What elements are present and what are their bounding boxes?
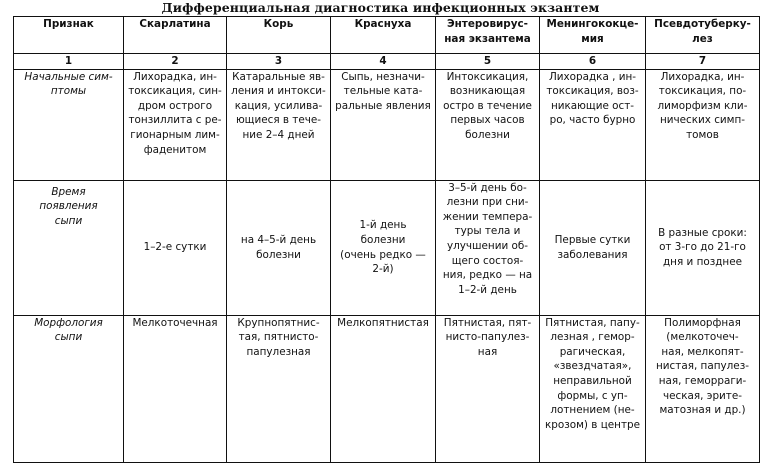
column-number-row	[14, 54, 760, 70]
cell-morphology-rubella: Мелкопятнистая	[331, 315, 436, 462]
header-cell-measles: Корь	[227, 17, 331, 54]
cell-morphology-enteroviral: Пятнистая, пят- нисто-папулез- ная	[436, 315, 540, 462]
header-cell-pseudotuberculosis: Псевдотуберку- лез	[646, 17, 760, 54]
cell-initial-enteroviral: Интоксикация, возникающая остро в течение первых часов болезни	[436, 69, 540, 180]
column-number: 1	[14, 54, 124, 70]
header-cell-meningococcemia: Менингококце- мия	[540, 17, 646, 54]
header-row	[14, 17, 760, 54]
column-number: 2	[124, 54, 227, 70]
cell-onset-enteroviral: 3–5-й день бо- лезни при сни- жении темпера- туры тела и улучшении об- щего состоя- ния, редко — на 1–2-й день	[436, 180, 540, 315]
column-number: 3	[227, 54, 331, 70]
cell-initial-scarlet-fever: Лихорадка, ин- токсикация, син- дром острого тонзиллита с ре- гионарным лим- фаденитом	[124, 69, 227, 180]
table-row-rash-morphology	[14, 315, 760, 462]
cell-onset-scarlet-fever: 1–2-е сутки	[124, 180, 227, 315]
row-label-rash-morphology: Морфология сыпи	[14, 315, 124, 462]
column-number: 7	[646, 54, 760, 70]
cell-morphology-measles: Крупнопятнис- тая, пятнисто- папулезная	[227, 315, 331, 462]
header-cell-rubella: Краснуха	[331, 17, 436, 54]
cell-onset-measles: на 4–5-й день болезни	[227, 180, 331, 315]
row-label-rash-onset: Время появления сыпи	[14, 180, 124, 315]
table-row-initial-symptoms	[14, 69, 760, 180]
header-cell-enteroviral: Энтеровирус- ная экзантема	[436, 17, 540, 54]
cell-morphology-meningococcemia: Пятнистая, папу- лезная , гемор- рагическая, «звездчатая», неправильной формы, с уп- лотнением (не- крозом) в центре	[540, 315, 646, 462]
cell-initial-meningococcemia: Лихорадка , ин- токсикация, воз- никающие ост- ро, часто бурно	[540, 69, 646, 180]
row-label-initial-symptoms: Начальные сим- птомы	[14, 69, 124, 180]
cell-onset-meningococcemia: Первые сутки заболевания	[540, 180, 646, 315]
cell-initial-pseudotuberculosis: Лихорадка, ин- токсикация, по- лиморфизм кли- нических симп- томов	[646, 69, 760, 180]
header-cell-sign: Признак	[14, 17, 124, 54]
cell-initial-rubella: Сыпь, незначи- тельные ката- ральные явления	[331, 69, 436, 180]
cell-onset-pseudotuberculosis: В разные сроки: от 3-го до 21-го дня и позднее	[646, 180, 760, 315]
column-number: 5	[436, 54, 540, 70]
column-number: 6	[540, 54, 646, 70]
table-row-rash-onset	[14, 180, 760, 315]
header-cell-scarlet-fever: Скарлатина	[124, 17, 227, 54]
cell-morphology-scarlet-fever: Мелкоточечная	[124, 315, 227, 462]
cell-onset-rubella: 1-й день болезни (очень редко — 2-й)	[331, 180, 436, 315]
document-title: Дифференциальная диагностика инфекционных экзантем	[161, 0, 600, 15]
cell-initial-measles: Катаральные яв- ления и интокси- кация, усилива- ющиеся в тече- ние 2–4 дней	[227, 69, 331, 180]
cell-morphology-pseudotuberculosis: Полиморфная (мелкоточеч- ная, мелкопят- нистая, папулез- ная, геморраги- ческая, эрите- матозная и др.)	[646, 315, 760, 462]
differential-diagnosis-table	[13, 16, 760, 463]
column-number: 4	[331, 54, 436, 70]
